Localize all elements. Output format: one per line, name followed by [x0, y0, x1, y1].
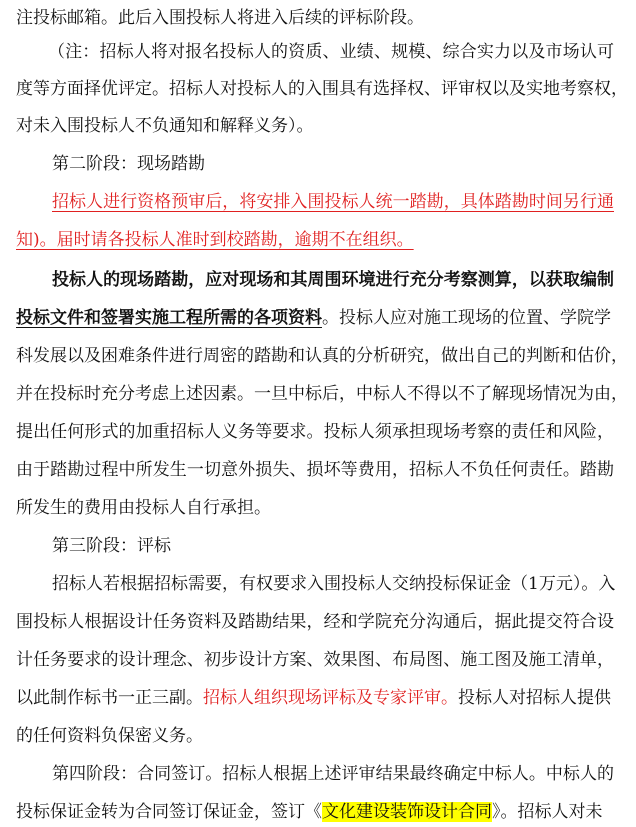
text-run: 科发展以及困难条件进行周密的踏勘和认真的分析研究，做出自己的判断和估价， [16, 346, 628, 366]
text-run: 投标保证金转为合同签订保证金，签订《 [16, 802, 322, 822]
paragraph-line [0, 303, 636, 333]
paragraph-line [0, 797, 636, 827]
text-run: 对未入围投标人不负通知和解释义务）。 [16, 116, 314, 136]
paragraph-line [0, 3, 636, 33]
paragraph-line [0, 341, 636, 371]
text-run: 并在投标时充分考虑上述因素。一旦中标后，中标人不得以不了解现场情况为由， [16, 384, 628, 404]
red-notice-line [0, 187, 636, 217]
text-run: 注投标邮箱。此后入围投标人将进入后续的评标阶段。 [16, 8, 424, 28]
paragraph-line [0, 569, 636, 599]
paragraph-line [0, 645, 636, 675]
red-notice-line [0, 225, 636, 255]
bold-paragraph-line [0, 265, 636, 295]
section-heading-stage-2 [0, 149, 636, 179]
paragraph-line [0, 417, 636, 447]
red-underlined-text: 知)。届时请各投标人准时到校踏勘，逾期不在组织。 [16, 230, 414, 250]
bold-underlined-text: 投标文件和签署实施工程所需的各项资料 [16, 308, 322, 328]
bold-text: 投标人的现场踏勘，应对现场和其周围环境进行充分考察测算，以获取编制 [52, 270, 614, 290]
highlighted-contract-name: 文化建设装饰设计合同 [322, 802, 492, 822]
text-run: 以此制作标书一正三副。 [16, 688, 203, 708]
paragraph-line [0, 607, 636, 637]
text-run: 》。招标人对未 [492, 802, 603, 822]
text-run: （注：招标人将对报名投标人的资质、业绩、规模、综合实力以及市场认可 [48, 42, 614, 62]
text-run: 第四阶段：合同签订。招标人根据上述评审结果最终确定中标人。中标人的 [52, 764, 614, 784]
text-run: 计任务要求的设计理念、初步设计方案、效果图、布局图、施工图及施工清单， [16, 650, 614, 670]
note-line [0, 74, 636, 104]
red-underlined-text: 招标人进行资格预审后，将安排入围投标人统一踏勘，具体踏勘时间另行通 [52, 192, 614, 212]
paragraph-line [0, 721, 636, 751]
text-run: 招标人若根据招标需要，有权要求入围投标人交纳投标保证金（1万元）。入 [52, 574, 616, 594]
red-text: 招标人组织现场评标及专家评审。 [203, 688, 458, 708]
text-run: 度等方面择优评定。招标人对投标人的入围具有选择权、评审权以及实地考察权， [16, 79, 628, 99]
paragraph-line [0, 455, 636, 485]
section-heading-stage-3 [0, 531, 636, 561]
paragraph-line [0, 493, 636, 523]
text-run: 由于踏勘过程中所发生一切意外损失、损坏等费用，招标人不负任何责任。踏勘 [16, 460, 614, 480]
text-run: 围投标人根据设计任务资料及踏勘结果，经和学院充分沟通后，据此提交符合设 [16, 612, 614, 632]
paragraph-line [0, 683, 636, 713]
heading-text: 第三阶段：评标 [52, 536, 171, 556]
text-run: 提出任何形式的加重招标人义务等要求。投标人须承担现场考察的责任和风险， [16, 422, 614, 442]
text-run: 投标人对招标人提供 [458, 688, 611, 708]
note-line [0, 111, 636, 141]
heading-text: 第二阶段：现场踏勘 [52, 154, 205, 174]
text-run: 的任何资料负保密义务。 [16, 726, 203, 746]
text-run: 所发生的费用由投标人自行承担。 [16, 498, 271, 518]
note-line [0, 37, 636, 67]
section-heading-stage-4 [0, 759, 636, 789]
paragraph-line [0, 379, 636, 409]
text-run: 。投标人应对施工现场的位置、学院学 [322, 308, 611, 328]
